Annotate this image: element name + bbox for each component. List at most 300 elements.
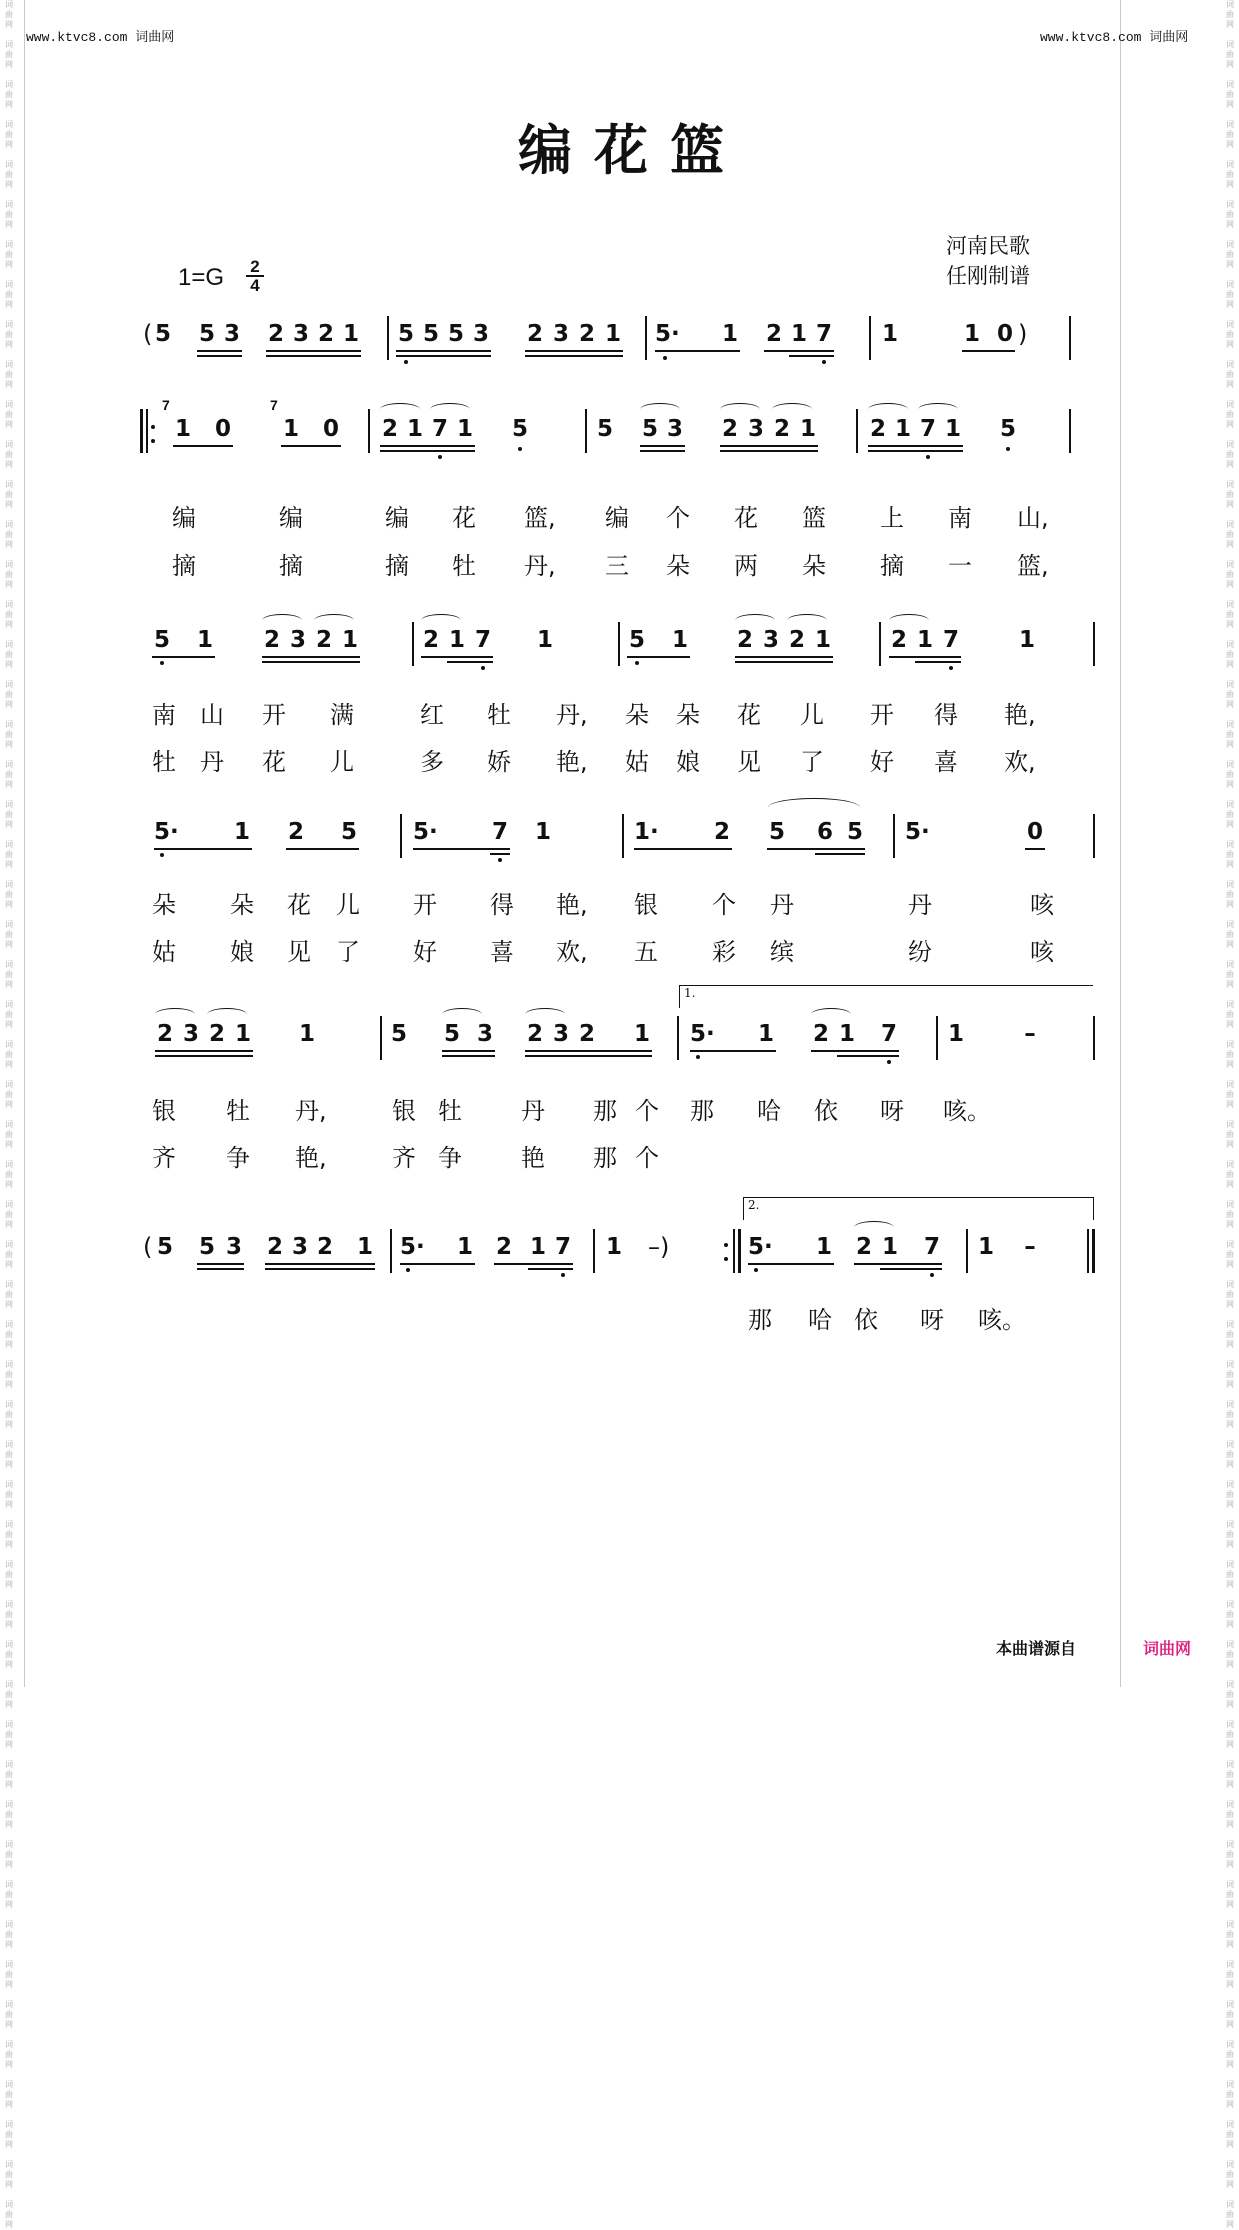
lyric-syllable: 儿 <box>336 891 360 919</box>
note: 1 <box>536 627 553 653</box>
lyric-syllable: 那 <box>748 1306 772 1334</box>
bar-line <box>856 409 858 453</box>
note: 5 <box>198 321 215 347</box>
bar-line <box>585 409 587 453</box>
lyric-syllable: 丹 <box>200 748 224 776</box>
beam-line <box>442 1055 495 1057</box>
note: 1 <box>604 321 621 347</box>
note: 1 <box>282 416 299 442</box>
watermark-strip-right: 词 曲 网 词 曲 网 词 曲 网 词 曲 网 词 曲 网 词 曲 网 词 曲 网 词 曲 网 词 曲 网 词 曲 网 词 曲 网 词 曲 网 词 曲 网 词 曲 网 词 曲 网 词 曲 网 词 曲 网 词 曲 网 词 曲 网 词 曲 网 词 曲 网 词 曲 网 词 曲 网 词 曲 网 词 曲 网 词 曲 网 词 曲 网 词 曲 网 词 曲 网 词 曲 网 词 曲 网 词 曲 网 词 曲 网 词 曲 网 词 曲 网 词 曲 网 词 曲 网 词 曲 网 词 曲 网 词 曲 网 词 曲 网 词 曲 网 词 曲 网 词 曲 网 词 曲 网 词 曲 网 词 曲 网 词 曲 网 词 曲 网 词 曲 网 词 曲 网 词 曲 网 词 曲 网 词 曲 网 词 曲 网 词 曲 网 <box>1226 0 1234 2229</box>
bar-line <box>390 1229 392 1273</box>
octave-dot <box>160 661 164 665</box>
note: 1 <box>233 819 250 845</box>
note: 1· <box>634 819 659 845</box>
note: 7 <box>815 321 832 347</box>
note: 2 <box>208 1021 225 1047</box>
note: 7 <box>431 416 448 442</box>
slur-arc <box>768 798 860 817</box>
beam-line <box>400 1263 475 1265</box>
note: 2 <box>526 321 543 347</box>
beam-line <box>286 848 359 850</box>
beam-line <box>655 350 740 352</box>
note: 5· <box>154 819 179 845</box>
bar-line <box>618 622 620 666</box>
note: 5 <box>447 321 464 347</box>
lyric-syllable: 咳 <box>1030 938 1054 966</box>
bar-line <box>1092 1229 1095 1273</box>
beam-line <box>815 853 865 855</box>
beam-line <box>490 853 510 855</box>
octave-dot <box>822 360 826 364</box>
note: 7 <box>923 1234 940 1260</box>
beam-line <box>640 450 685 452</box>
beam-line <box>525 1055 652 1057</box>
lyric-syllable: 齐 <box>392 1144 416 1172</box>
bar-line <box>1069 316 1071 360</box>
beam-line <box>380 445 475 447</box>
note: 5· <box>905 819 930 845</box>
note: 5· <box>400 1234 425 1260</box>
lyric-syllable: 彩 <box>712 938 736 966</box>
note: 5 <box>768 819 785 845</box>
note: 1 <box>757 1021 774 1047</box>
lyric-syllable: 多 <box>420 748 444 776</box>
lyric-syllable: 呀 <box>920 1306 944 1334</box>
octave-dot <box>406 1268 410 1272</box>
note: 2 <box>773 416 790 442</box>
lyric-syllable: 银 <box>152 1097 176 1125</box>
note: 3 <box>747 416 764 442</box>
note: 1 <box>456 416 473 442</box>
lyric-syllable: 丹, <box>295 1097 327 1125</box>
lyric-syllable: 朵 <box>676 701 700 729</box>
lyric-syllable: 那 <box>593 1097 617 1125</box>
lyric-syllable: 艳, <box>1004 701 1036 729</box>
octave-dot <box>498 858 502 862</box>
note: 5 <box>154 321 171 347</box>
note: 1 <box>234 1021 251 1047</box>
note: 2 <box>855 1234 872 1260</box>
beam-line <box>627 656 690 658</box>
octave-dot <box>481 666 485 670</box>
bar-line <box>893 814 895 858</box>
beam-line <box>748 1263 834 1265</box>
octave-dot <box>663 356 667 360</box>
beam-line <box>154 848 252 850</box>
score-line-6 <box>0 1215 1239 1305</box>
note: 3 <box>223 321 240 347</box>
octave-dot <box>724 1257 728 1261</box>
note: 2 <box>317 321 334 347</box>
note: 1 <box>838 1021 855 1047</box>
note: 5 <box>999 416 1016 442</box>
lyric-syllable: 山 <box>200 701 224 729</box>
bar-line <box>879 622 881 666</box>
note: 1 <box>534 819 551 845</box>
lyric-syllable: 娇 <box>487 748 511 776</box>
note: 2 <box>316 1234 333 1260</box>
octave-dot <box>151 425 155 429</box>
note: 2 <box>812 1021 829 1047</box>
note: 3 <box>292 321 309 347</box>
note: 2 <box>156 1021 173 1047</box>
note: 3 <box>225 1234 242 1260</box>
lyric-syllable: 那 <box>690 1097 714 1125</box>
bar-line <box>936 1016 938 1060</box>
beam-line <box>889 656 961 658</box>
lyric-syllable: 银 <box>634 891 658 919</box>
bar-line <box>1093 814 1095 858</box>
note: 1 <box>605 1234 622 1260</box>
beam-line <box>735 656 833 658</box>
note: 2 <box>788 627 805 653</box>
lyric-syllable: 开 <box>413 891 437 919</box>
note: 7 <box>554 1234 571 1260</box>
beam-line <box>634 848 732 850</box>
lyric-syllable: 开 <box>262 701 286 729</box>
time-signature-top: 2 <box>246 258 264 277</box>
octave-dot <box>887 1060 891 1064</box>
note: 5 <box>846 819 863 845</box>
key-signature: 1=G <box>178 264 225 291</box>
octave-dot <box>561 1273 565 1277</box>
note: 5 <box>628 627 645 653</box>
beam-line <box>525 1050 652 1052</box>
note: 1 <box>963 321 980 347</box>
bar-line <box>1093 622 1095 666</box>
beam-line <box>962 350 1015 352</box>
bar-line <box>966 1229 968 1273</box>
time-signature <box>246 258 264 294</box>
note: 1 <box>721 321 738 347</box>
bar-line <box>622 814 624 858</box>
lyric-syllable: 编 <box>385 504 409 532</box>
note: 5· <box>413 819 438 845</box>
octave-dot <box>438 455 442 459</box>
octave-dot <box>404 360 408 364</box>
beam-line <box>767 848 865 850</box>
lyric-syllable: 姑 <box>625 748 649 776</box>
beam-line <box>266 350 361 352</box>
score-line-1 <box>0 310 1239 400</box>
lyric-syllable: 得 <box>934 701 958 729</box>
note: 3 <box>472 321 489 347</box>
bar-line <box>1093 1016 1095 1060</box>
lyric-syllable: 篮, <box>1017 552 1049 580</box>
note: 1 <box>881 321 898 347</box>
octave-dot <box>1006 447 1010 451</box>
lyric-syllable: 南 <box>152 701 176 729</box>
site-label-left: www.ktvc8.com 词曲网 <box>26 30 175 45</box>
lyric-syllable: 艳, <box>295 1144 327 1172</box>
second-ending-label: 2. <box>748 1198 760 1212</box>
lyric-syllable: 齐 <box>152 1144 176 1172</box>
bar-line <box>380 1016 382 1060</box>
lyric-syllable: 个 <box>666 504 690 532</box>
note: 1 <box>977 1234 994 1260</box>
lyric-syllable: 呀 <box>880 1097 904 1125</box>
octave-dot <box>151 439 155 443</box>
note: 1 <box>196 627 213 653</box>
note: 3 <box>666 416 683 442</box>
lyric-syllable: 花 <box>287 891 311 919</box>
beam-line <box>262 661 360 663</box>
beam-line <box>396 355 491 357</box>
note: 0 <box>1026 819 1043 845</box>
note: 5 <box>422 321 439 347</box>
paren-close: ) <box>1018 320 1028 348</box>
lyric-syllable: 丹 <box>908 891 932 919</box>
note: 2 <box>422 627 439 653</box>
lyric-syllable: 牡 <box>487 701 511 729</box>
lyric-syllable: 得 <box>490 891 514 919</box>
lyric-syllable: 红 <box>420 701 444 729</box>
lyric-syllable: 两 <box>734 552 758 580</box>
lyric-syllable: 篮, <box>524 504 556 532</box>
lyric-syllable: 编 <box>279 504 303 532</box>
lyric-syllable: 艳, <box>556 748 588 776</box>
beam-line <box>789 355 834 357</box>
beam-line <box>854 1263 942 1265</box>
note: 1 <box>916 627 933 653</box>
song-title: 编花篮 <box>518 118 746 182</box>
lyric-syllable: 见 <box>737 748 761 776</box>
note: 2 <box>266 1234 283 1260</box>
site-label-right: www.ktvc8.com 词曲网 <box>1040 30 1189 45</box>
note: 1 <box>944 416 961 442</box>
note: 1 <box>298 1021 315 1047</box>
lyric-syllable: 朵 <box>802 552 826 580</box>
beam-line <box>735 661 833 663</box>
beam-line <box>197 1268 244 1270</box>
note: 7 <box>942 627 959 653</box>
beam-line <box>262 656 360 658</box>
lyric-syllable: 朵 <box>625 701 649 729</box>
beam-line <box>690 1050 776 1052</box>
note: – <box>1024 1234 1036 1260</box>
beam-line <box>880 1268 942 1270</box>
note: 3 <box>476 1021 493 1047</box>
dash: –) <box>648 1233 670 1261</box>
lyric-syllable: 咳。 <box>943 1097 991 1125</box>
note: – <box>1024 1021 1036 1047</box>
lyric-syllable: 姑 <box>152 938 176 966</box>
beam-line <box>868 445 963 447</box>
note: 2 <box>578 1021 595 1047</box>
octave-dot <box>930 1273 934 1277</box>
lyric-syllable: 牡 <box>452 552 476 580</box>
note: 2 <box>267 321 284 347</box>
lyric-syllable: 牡 <box>152 748 176 776</box>
score-line-2: 7 1 0 7 1 0 2 1 7 1 5 5 5 3 2 3 2 1 2 1 7 1 5 <box>0 405 1239 495</box>
beam-line <box>265 1268 375 1270</box>
octave-dot <box>696 1055 700 1059</box>
lyric-syllable: 银 <box>392 1097 416 1125</box>
paren-open: ( <box>143 320 153 348</box>
note: 1 <box>529 1234 546 1260</box>
bar-line <box>738 1229 741 1273</box>
lyric-syllable: 依 <box>854 1306 878 1334</box>
bar-line <box>368 409 370 453</box>
note: 2 <box>287 819 304 845</box>
note: 1 <box>881 1234 898 1260</box>
note: 1 <box>342 321 359 347</box>
lyric-syllable: 争 <box>226 1144 250 1172</box>
lyric-syllable: 好 <box>413 938 437 966</box>
lyric-syllable: 娘 <box>230 938 254 966</box>
octave-dot <box>635 661 639 665</box>
lyric-syllable: 哈 <box>757 1097 781 1125</box>
lyric-syllable: 欢, <box>556 938 588 966</box>
lyric-syllable: 南 <box>948 504 972 532</box>
lyric-syllable: 艳 <box>521 1144 545 1172</box>
lyric-syllable: 牡 <box>438 1097 462 1125</box>
beam-line <box>525 350 623 352</box>
bar-line <box>733 1229 735 1273</box>
bar-line <box>400 814 402 858</box>
note: 2 <box>721 416 738 442</box>
lyric-syllable: 咳。 <box>978 1306 1026 1334</box>
lyric-syllable: 了 <box>336 938 360 966</box>
note: 1 <box>947 1021 964 1047</box>
footer-source-site: 词曲网 <box>1143 1641 1192 1658</box>
octave-dot <box>160 853 164 857</box>
note: 7 <box>919 416 936 442</box>
bar-line <box>593 1229 595 1273</box>
note: 0 <box>214 416 231 442</box>
note: 2 <box>315 627 332 653</box>
lyric-syllable: 那 <box>593 1144 617 1172</box>
note: 3 <box>289 627 306 653</box>
beam-line <box>197 350 242 352</box>
note: 2 <box>526 1021 543 1047</box>
note: 1 <box>1018 627 1035 653</box>
note: 1 <box>633 1021 650 1047</box>
note: 5 <box>443 1021 460 1047</box>
lyric-syllable: 摘 <box>880 552 904 580</box>
bar-line <box>140 409 143 453</box>
beam-line <box>197 355 242 357</box>
beam-line <box>525 355 623 357</box>
beam-line <box>528 1268 573 1270</box>
lyric-syllable: 满 <box>330 701 354 729</box>
lyric-syllable: 纷 <box>908 938 932 966</box>
lyric-syllable: 朵 <box>666 552 690 580</box>
lyric-syllable: 编 <box>172 504 196 532</box>
note: 6 <box>816 819 833 845</box>
note: 2 <box>736 627 753 653</box>
lyric-syllable: 编 <box>605 504 629 532</box>
lyric-syllable: 见 <box>287 938 311 966</box>
lyric-syllable: 花 <box>452 504 476 532</box>
note: 5· <box>690 1021 715 1047</box>
lyric-syllable: 一 <box>948 552 972 580</box>
note: 5 <box>511 416 528 442</box>
score-line-4 <box>0 800 1239 890</box>
beam-line <box>155 1055 253 1057</box>
bar-line <box>677 1016 679 1060</box>
lyric-syllable: 儿 <box>800 701 824 729</box>
note: 2 <box>578 321 595 347</box>
octave-dot <box>949 666 953 670</box>
note: 3 <box>552 321 569 347</box>
note: 1 <box>671 627 688 653</box>
beam-line <box>915 661 961 663</box>
lyric-syllable: 缤 <box>770 938 794 966</box>
note: 2 <box>890 627 907 653</box>
beam-line <box>155 1050 253 1052</box>
arranger-label: 任刚制谱 <box>946 265 1030 288</box>
beam-line <box>197 1263 244 1265</box>
score-line-3 <box>0 608 1239 698</box>
beam-line <box>421 656 493 658</box>
note: 1 <box>356 1234 373 1260</box>
time-signature-bottom: 4 <box>250 276 260 295</box>
note: 3 <box>291 1234 308 1260</box>
lyric-syllable: 三 <box>605 552 629 580</box>
lyric-syllable: 花 <box>737 701 761 729</box>
lyric-syllable: 艳, <box>556 891 588 919</box>
beam-line <box>396 350 491 352</box>
beam-line <box>413 848 510 850</box>
beam-line <box>868 450 963 452</box>
note: 7 <box>474 627 491 653</box>
lyric-syllable: 朵 <box>152 891 176 919</box>
note: 3 <box>552 1021 569 1047</box>
beam-line <box>764 350 834 352</box>
note: 5 <box>156 1234 173 1260</box>
lyric-syllable: 丹 <box>521 1097 545 1125</box>
note: 5 <box>596 416 613 442</box>
note: 1 <box>456 1234 473 1260</box>
note: 1 <box>815 1234 832 1260</box>
note: 5 <box>397 321 414 347</box>
beam-line <box>380 450 475 452</box>
note: 5 <box>153 627 170 653</box>
lyric-syllable: 喜 <box>934 748 958 776</box>
beam-line <box>173 445 233 447</box>
lyric-syllable: 朵 <box>230 891 254 919</box>
lyric-syllable: 好 <box>870 748 894 776</box>
octave-dot <box>724 1243 728 1247</box>
bar-line <box>1087 1229 1089 1273</box>
note: 2 <box>495 1234 512 1260</box>
note: 1 <box>174 416 191 442</box>
note: 3 <box>762 627 779 653</box>
note: 7 <box>491 819 508 845</box>
beam-line <box>720 445 818 447</box>
score-line-5 <box>0 1002 1239 1092</box>
bar-line <box>869 316 871 360</box>
lyric-syllable: 摘 <box>385 552 409 580</box>
lyric-syllable: 五 <box>634 938 658 966</box>
note: 1 <box>894 416 911 442</box>
note: 5 <box>390 1021 407 1047</box>
paren-open: ( <box>143 1233 153 1261</box>
lyric-syllable: 儿 <box>330 748 354 776</box>
beam-line <box>837 1055 899 1057</box>
note: 2 <box>381 416 398 442</box>
first-ending-label: 1. <box>684 986 696 1000</box>
beam-line <box>442 1050 495 1052</box>
note: 0 <box>996 321 1013 347</box>
note: 5 <box>340 819 357 845</box>
lyric-syllable: 个 <box>635 1097 659 1125</box>
lyric-syllable: 开 <box>870 701 894 729</box>
bar-line <box>412 622 414 666</box>
lyric-syllable: 哈 <box>808 1306 832 1334</box>
lyric-syllable: 争 <box>438 1144 462 1172</box>
